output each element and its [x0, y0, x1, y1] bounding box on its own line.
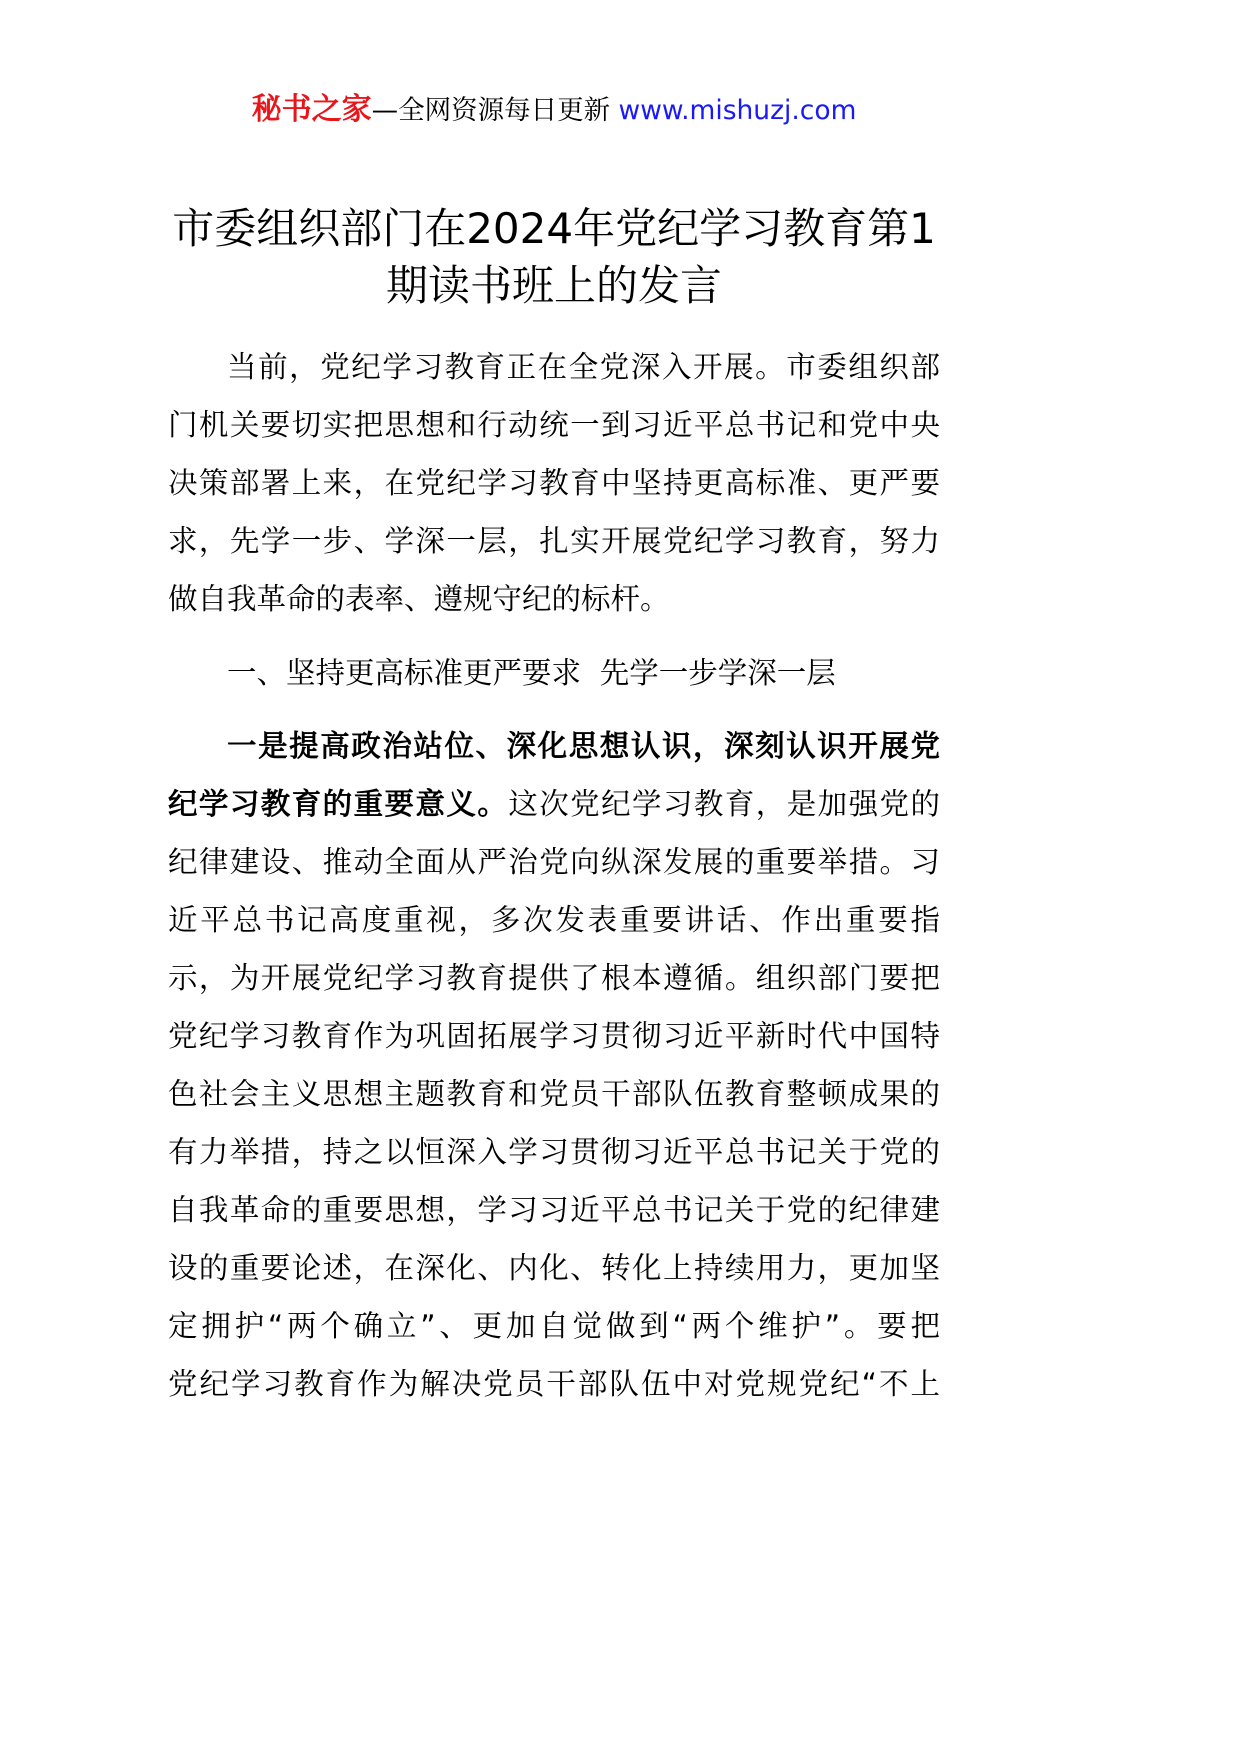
paragraph-text: 这次党纪学习教育，是加强党的 — [508, 787, 940, 821]
paragraph-line: 有力举措，持之以恒深入学习贯彻习近平总书记关于党的 — [168, 1135, 940, 1169]
page-content — [168, 90, 940, 1413]
paragraph-line: 近平总书记高度重视，多次发表重要讲话、作出重要指 — [168, 903, 940, 937]
bold-lead-text: 一是提高政治站位、深化思想认识，深刻认识开展党 — [227, 729, 940, 763]
title-line: 市委组织部门在2024年党纪学习教育第1 — [172, 204, 936, 253]
document-title — [168, 200, 940, 314]
paragraph-line: 做自我革命的表率、遵规守纪的标杆。 — [168, 582, 670, 616]
site-tagline: —全网资源每日更新 — [371, 95, 611, 126]
paragraph-line: 当前，党纪学习教育正在全党深入开展。市委组织部 — [227, 350, 940, 384]
site-banner — [168, 90, 940, 130]
paragraph-line: 党纪学习教育作为巩固拓展学习贯彻习近平新时代中国特 — [168, 1019, 940, 1053]
section-heading: 一、坚持更高标准更严要求 先学一步学深一层 — [227, 656, 836, 690]
paragraph-line: 示，为开展党纪学习教育提供了根本遵循。组织部门要把 — [168, 961, 940, 995]
paragraph-line: 自我革命的重要思想，学习习近平总书记关于党的纪律建 — [168, 1193, 940, 1227]
paragraph-line: 定拥护“两个确立”、更加自觉做到“两个维护”。要把 — [168, 1309, 940, 1343]
title-line: 期读书班上的发言 — [385, 261, 722, 310]
point-one-paragraph — [168, 717, 940, 1413]
paragraph-line: 决策部署上来，在党纪学习教育中坚持更高标准、更严要 — [168, 466, 940, 500]
bold-lead-text: 纪学习教育的重要意义。 — [168, 787, 509, 821]
intro-paragraph — [168, 338, 940, 628]
paragraph-line: 门机关要切实把思想和行动统一到习近平总书记和党中央 — [168, 408, 940, 442]
paragraph-line: 色社会主义思想主题教育和党员干部队伍教育整顿成果的 — [168, 1077, 940, 1111]
paragraph-line — [168, 775, 940, 833]
site-url-link[interactable]: www.mishuzj.com — [618, 95, 857, 126]
paragraph-line: 党纪学习教育作为解决党员干部队伍中对党规党纪“不上 — [168, 1367, 940, 1401]
site-brand: 秘书之家 — [251, 92, 372, 127]
paragraph-line: 设的重要论述，在深化、内化、转化上持续用力，更加坚 — [168, 1251, 940, 1285]
paragraph-line: 求，先学一步、学深一层，扎实开展党纪学习教育，努力 — [168, 524, 940, 558]
paragraph-line — [168, 717, 940, 775]
paragraph-line: 纪律建设、推动全面从严治党向纵深发展的重要举措。习 — [168, 845, 940, 879]
